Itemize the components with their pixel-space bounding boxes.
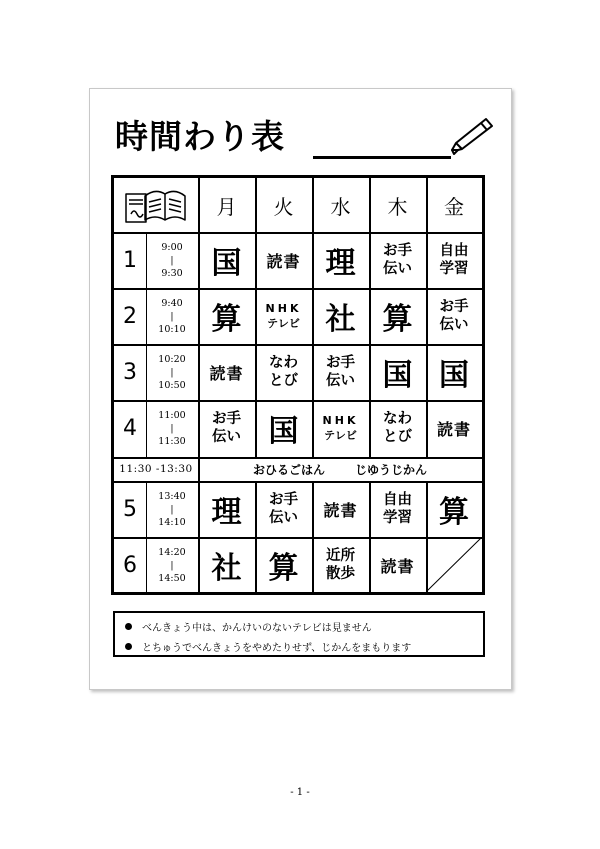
subject-text: 算 (382, 302, 413, 337)
book-icon-cell (114, 178, 198, 232)
period-time-sep: | (170, 366, 174, 378)
timetable-cell (312, 288, 369, 344)
timetable-cell (369, 400, 426, 456)
timetable-cell (255, 232, 312, 288)
period-time-start: 9:40 (161, 297, 183, 309)
timetable-cell (198, 288, 255, 344)
timetable-cell (198, 344, 255, 400)
subject-text: テレビ (324, 429, 357, 442)
period-time (146, 481, 198, 537)
subject-text: 社 (325, 302, 356, 337)
subject-text: 国 (439, 358, 469, 393)
bullet-icon (125, 643, 132, 650)
period-time-end: 9:30 (161, 267, 183, 279)
subject-text: 理 (325, 246, 356, 281)
timetable-cell (426, 232, 482, 288)
period-time-end: 10:10 (158, 323, 186, 335)
subject-text: なわ (383, 411, 412, 427)
subject-text: 社 (211, 551, 242, 586)
period-time (146, 232, 198, 288)
timetable-cell (369, 481, 426, 537)
subject-text: 自由 (439, 243, 469, 259)
period-number: 3 (123, 359, 137, 385)
subject-text: 国 (382, 358, 413, 393)
note-text: とちゅうでべんきょうをやめたりせず、じかんをまもります (142, 643, 412, 654)
period-time-start: 9:00 (161, 241, 183, 253)
timetable-cell (255, 537, 312, 593)
day-header-mon: 月 (216, 194, 237, 219)
period-number: 2 (123, 303, 137, 329)
timetable-cell (198, 537, 255, 593)
period-time-sep: | (170, 503, 174, 515)
timetable-cell (312, 537, 369, 593)
diagonal-line (426, 537, 482, 592)
subject-text: 伝い (212, 429, 241, 445)
name-underline (313, 156, 451, 159)
page-title: 時間わり表 (115, 117, 285, 156)
timetable-cell (426, 344, 482, 400)
timetable-cell (369, 288, 426, 344)
subject-text: 国 (211, 246, 242, 281)
subject-text: とび (269, 373, 298, 389)
subject-text: 読書 (436, 419, 471, 439)
period-time-sep: | (170, 310, 174, 322)
subject-text: 算 (268, 551, 299, 586)
timetable-cell (426, 400, 482, 456)
subject-text: お手 (269, 492, 298, 508)
timetable-cell (312, 344, 369, 400)
period-number: 5 (123, 496, 137, 522)
book-icon (123, 184, 189, 226)
note-text: べんきょう中は、かんけいのないテレビは見ません (142, 623, 372, 634)
subject-text: 伝い (439, 317, 469, 333)
lunch-text-2: じゆうじかん (355, 462, 428, 477)
period-time-sep: | (170, 254, 174, 266)
period-number: 1 (123, 247, 137, 273)
timetable-cell (312, 400, 369, 456)
timetable-cell (198, 232, 255, 288)
period-time-sep: | (170, 422, 174, 434)
subject-text: 伝い (383, 261, 412, 277)
period-time (146, 344, 198, 400)
subject-text: NHK (265, 302, 302, 315)
timetable-cell (255, 481, 312, 537)
timetable-cell (255, 400, 312, 456)
subject-text: 算 (211, 302, 242, 337)
subject-text: お手 (326, 355, 355, 371)
timetable-cell (198, 400, 255, 456)
period-time-start: 10:20 (158, 353, 186, 365)
period-time-sep: | (170, 559, 174, 571)
timetable-cell (369, 537, 426, 593)
period-number: 6 (123, 552, 137, 578)
subject-text: 伝い (326, 373, 355, 389)
empty-cell-diagonal (426, 537, 482, 592)
timetable-cell (198, 481, 255, 537)
timetable-cell (369, 344, 426, 400)
note-item (125, 639, 411, 654)
lunch-time: 11:30 -13:30 (119, 463, 193, 475)
timetable-cell (426, 288, 482, 344)
period-time-start: 13:40 (158, 490, 186, 502)
timetable-grid (111, 175, 485, 595)
period-time-start: 14:20 (158, 546, 186, 558)
timetable-cell (426, 481, 482, 537)
subject-text: 学習 (383, 510, 412, 526)
subject-text: お手 (383, 243, 412, 259)
day-header-tue: 火 (273, 194, 294, 219)
subject-text: 学習 (439, 261, 469, 277)
period-number: 4 (123, 415, 137, 441)
subject-text: 国 (268, 414, 299, 449)
note-item (125, 619, 372, 634)
subject-text: 自由 (383, 492, 412, 508)
timetable-cell (255, 288, 312, 344)
lunch-label (198, 457, 482, 481)
period-time (146, 400, 198, 456)
subject-text: 読書 (323, 500, 358, 520)
timetable-cell (312, 481, 369, 537)
period-time (146, 537, 198, 593)
period-time-end: 10:50 (158, 379, 186, 391)
subject-text: 近所 (326, 548, 355, 564)
subject-text: 読書 (266, 251, 301, 271)
subject-text: 読書 (209, 363, 244, 383)
subject-text: なわ (269, 355, 298, 371)
pencil-icon (450, 116, 496, 156)
subject-text: 読書 (380, 556, 415, 576)
subject-text: 伝い (269, 510, 298, 526)
timetable-cell (369, 232, 426, 288)
subject-text: お手 (212, 411, 241, 427)
day-header-fri: 金 (444, 194, 464, 219)
grid-hline (114, 457, 482, 459)
timetable-cell (312, 232, 369, 288)
subject-text: 算 (439, 495, 469, 530)
notes-box (113, 611, 485, 657)
subject-text: お手 (439, 299, 469, 315)
lunch-text-1: おひるごはん (252, 462, 325, 477)
bullet-icon (125, 623, 132, 630)
period-time-end: 14:10 (158, 516, 186, 528)
subject-text: 散歩 (326, 566, 355, 582)
period-time-start: 11:00 (158, 409, 186, 421)
subject-text: 理 (211, 495, 242, 530)
period-time-end: 14:50 (158, 572, 186, 584)
subject-text: テレビ (267, 317, 300, 330)
timetable-cell (255, 344, 312, 400)
period-time-end: 11:30 (158, 435, 186, 447)
subject-text: とび (383, 429, 412, 445)
period-time (146, 288, 198, 344)
day-header-wed: 水 (330, 194, 351, 219)
day-header-thu: 木 (387, 194, 408, 219)
subject-text: NHK (322, 414, 359, 427)
page-number: - 1 - (290, 787, 310, 798)
